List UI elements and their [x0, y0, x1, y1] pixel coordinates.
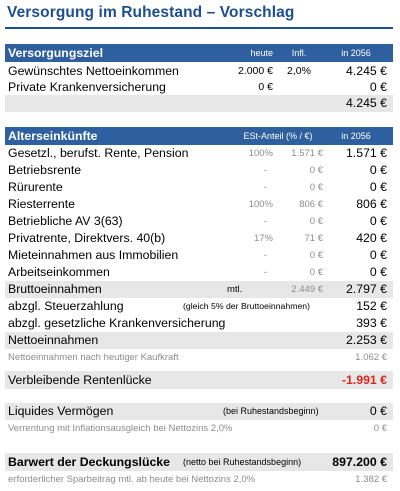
rentenluecke-label: Verbleibende Rentenlücke	[8, 373, 152, 387]
est-euro: 806 €	[299, 199, 323, 210]
value-year: 1.571 €	[345, 146, 387, 160]
liquides-label: Liquides Vermögen	[8, 404, 114, 418]
versorgungsziel-total: 4.245 €	[345, 96, 387, 110]
value-today: 0 €	[258, 81, 273, 93]
value-year: 420 €	[356, 231, 387, 245]
versorgungsziel-title: Versorgungsziel	[8, 46, 103, 60]
steuer-row	[5, 298, 393, 315]
col-infl: Infl.	[291, 48, 307, 58]
barwert-note: (netto bei Ruhestandsbeginn)	[183, 457, 302, 467]
income-row	[5, 162, 393, 179]
rentenluecke-value: -1.991 €	[341, 373, 387, 387]
value-year: 806 €	[356, 197, 387, 211]
value-year: 0 €	[369, 265, 387, 279]
brutto-year: 2.797 €	[345, 282, 387, 296]
liquides-value: 0 €	[369, 404, 387, 418]
col-heute: heute	[250, 48, 273, 58]
brutto-label: Bruttoeinnahmen	[8, 282, 102, 296]
verrentung-label: Verrentung mit Inflationsausgleich bei Nettozins 2,0%	[8, 423, 233, 434]
row-label: Rürurente	[8, 180, 63, 194]
row-label: Gesetzl., berufst. Rente, Pension	[8, 146, 189, 160]
row-label: Gewünschtes Nettoeinkommen	[8, 64, 179, 78]
income-row	[5, 213, 393, 230]
value-year: 0 €	[369, 248, 387, 262]
est-euro: 1.571 €	[291, 148, 323, 159]
sparbeitrag-row	[5, 471, 393, 488]
sparbeitrag-value: 1.382 €	[355, 474, 387, 485]
versorgungsziel-total-row	[5, 95, 393, 112]
row-label: Riesterrente	[8, 197, 75, 211]
col-est-anteil: ESt-Anteil (% / €)	[243, 131, 313, 141]
netto-kaufkraft-year: 1.062 €	[355, 352, 387, 363]
est-percent: 100%	[248, 148, 273, 159]
income-row	[5, 145, 393, 162]
barwert-label: Barwert der Deckungslücke	[8, 455, 170, 469]
barwert-row	[5, 453, 393, 471]
value-infl: 2,0%	[287, 65, 311, 77]
netto-row	[5, 332, 393, 349]
barwert-value: 897.200 €	[332, 455, 387, 469]
sparbeitrag-label: erforderlicher Sparbeitrag mtl. ab heute bei Nettozins 2,0%	[8, 474, 256, 485]
est-euro: 0 €	[309, 267, 323, 278]
income-row	[5, 196, 393, 213]
col-year: in 2056	[341, 131, 371, 141]
page-title: Versorgung im Ruhestand – Vorschlag	[7, 4, 295, 21]
est-percent: 17%	[253, 233, 273, 244]
row-label: Betriebliche AV 3(63)	[8, 214, 123, 228]
row-label: Privatrente, Direktvers. 40(b)	[8, 231, 166, 245]
rentenluecke-row	[5, 371, 393, 389]
netto-kaufkraft-label: Nettoeinnahmen nach heutiger Kaufkraft	[8, 352, 179, 363]
title-divider	[5, 27, 393, 29]
est-percent: 100%	[248, 199, 273, 210]
est-euro: 71 €	[304, 233, 323, 244]
row-label: Betriebsrente	[8, 163, 82, 177]
est-percent: -	[263, 216, 267, 227]
est-euro: 0 €	[309, 182, 323, 193]
alterseinkuenfte-title: Alterseinkünfte	[8, 129, 98, 143]
est-euro: 0 €	[309, 165, 323, 176]
value-year: 0 €	[369, 80, 387, 94]
row-label: Private Krankenversicherung	[8, 80, 166, 94]
brutto-row	[5, 281, 393, 298]
income-row	[5, 264, 393, 281]
income-row	[5, 230, 393, 247]
verrentung-row	[5, 420, 393, 437]
brutto-eur: 2.449 €	[291, 284, 323, 295]
netto-label: Nettoeinnahmen	[8, 333, 99, 347]
row-nettoeinkommen	[5, 63, 393, 80]
income-row	[5, 247, 393, 264]
est-percent: -	[263, 182, 267, 193]
row-label: Mieteinnahmen aus Immobilien	[8, 248, 179, 262]
liquides-note: (bei Ruhestandsbeginn)	[223, 406, 319, 416]
value-year: 0 €	[369, 163, 387, 177]
steuer-year: 152 €	[356, 299, 387, 313]
est-percent: -	[263, 267, 267, 278]
est-percent: -	[263, 165, 267, 176]
liquides-row	[5, 403, 393, 420]
col-year: in 2056	[341, 48, 371, 58]
income-row	[5, 179, 393, 196]
brutto-mtl: mtl.	[227, 284, 243, 295]
est-euro: 0 €	[309, 250, 323, 261]
kv-year: 393 €	[356, 316, 387, 330]
est-euro: 0 €	[309, 216, 323, 227]
est-percent: -	[263, 250, 267, 261]
kv-row	[5, 315, 393, 332]
kv-label: abzgl. gesetzliche Krankenversicherung	[8, 316, 226, 330]
row-label: Arbeitseinkommen	[8, 265, 110, 279]
value-year: 4.245 €	[345, 64, 387, 78]
netto-year: 2.253 €	[345, 333, 387, 347]
versorgungsziel-header	[5, 44, 393, 62]
value-today: 2.000 €	[237, 65, 273, 77]
value-year: 0 €	[369, 180, 387, 194]
steuer-label: abzgl. Steuerzahlung	[8, 299, 124, 313]
netto-kaufkraft-row	[5, 349, 393, 366]
alterseinkuenfte-header	[5, 127, 393, 145]
value-year: 0 €	[369, 214, 387, 228]
steuer-note: (gleich 5% der Bruttoeinnahmen)	[183, 301, 311, 311]
row-krankenversicherung	[5, 79, 393, 96]
verrentung-value: 0 €	[373, 423, 387, 434]
